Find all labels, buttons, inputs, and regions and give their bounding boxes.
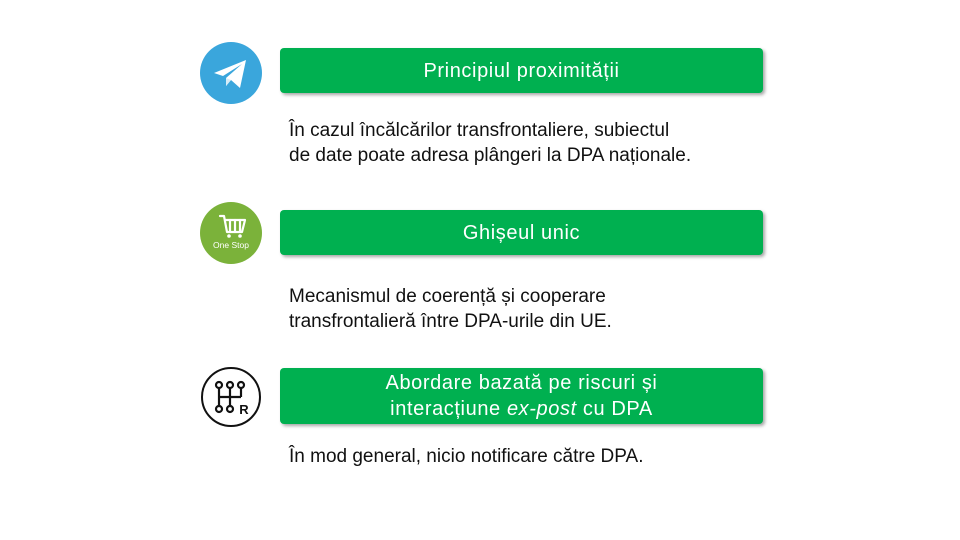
telegram-icon [200,42,262,104]
title-line-part: interacțiune [390,398,507,420]
gearshift-icon [201,367,261,427]
one-stop-shop-description [289,284,789,334]
one-stop-icon-label: One Stop [213,240,249,250]
description-line: transfrontalieră între DPA-urile din UE. [289,311,612,332]
principle-proximity-description [289,118,789,168]
title-line-part: cu DPA [576,398,653,420]
title-line-italic: ex-post [506,398,577,420]
risk-based-approach-description [289,444,789,469]
risk-based-approach-bar [280,368,763,424]
principle-proximity-title: Principiul proximității [423,59,620,82]
description-line: În mod general, nicio notificare către DPA. [289,446,644,467]
description-line: Mecanismul de coerență și cooperare [289,286,606,307]
one-stop-shop-title: Ghișeul unic [462,221,581,244]
description-line: de date poate adresa plângeri la DPA naționale. [289,145,692,166]
risk-based-approach-title [386,370,658,422]
title-line: Abordare bazată pe riscuri și [385,372,658,394]
one-stop-shop-bar [280,210,763,255]
principle-proximity-bar [280,48,763,93]
gearshift-icon-label: R [239,402,249,417]
description-line: În cazul încălcărilor transfrontaliere, subiectul [289,120,670,141]
one-stop-cart-icon [200,202,262,264]
